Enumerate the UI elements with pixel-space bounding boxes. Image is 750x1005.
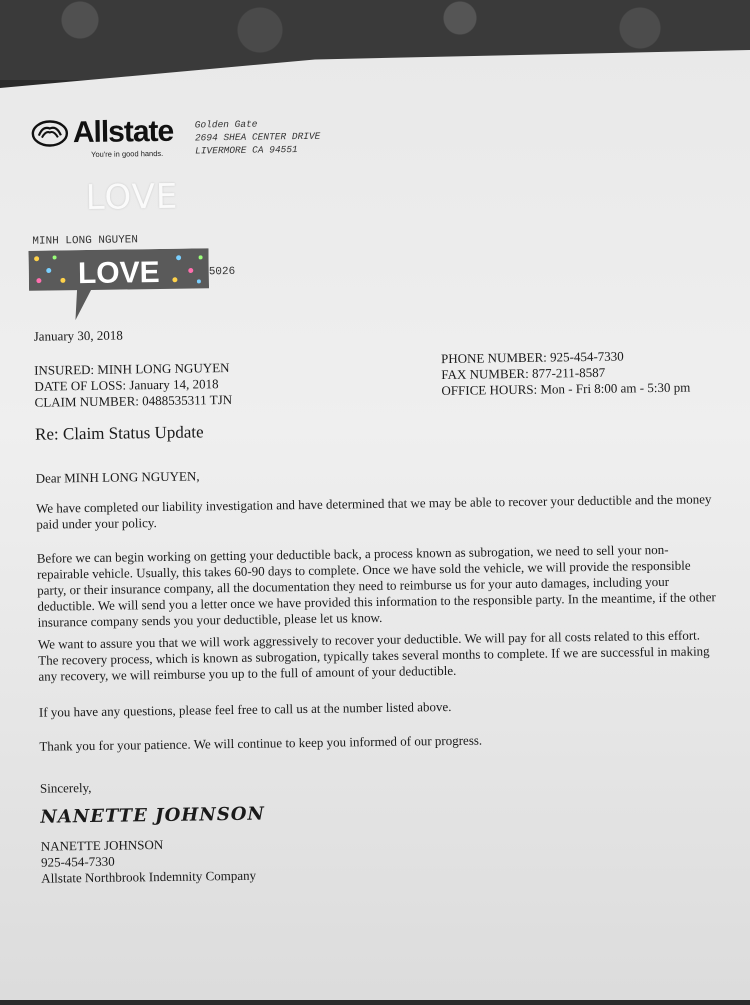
- office-city: LIVERMORE CA 94551: [195, 144, 298, 157]
- account-suffix: 5026: [208, 265, 236, 279]
- claim-number-line: CLAIM NUMBER: 0488535311 TJN: [34, 391, 233, 410]
- paragraph-4: If you have any questions, please feel free to call us at the number listed above.: [38, 698, 452, 720]
- brand-tagline: You're in good hands.: [91, 148, 164, 159]
- office-name: Golden Gate: [194, 118, 258, 131]
- insured-line: INSURED: MINH LONG NGUYEN: [34, 360, 230, 378]
- love-sticker: [28, 248, 209, 321]
- paragraph-2: Before we can begin working on getting your deductible back, a process known as subrogation, we need to sell your non-repairable vehicle. Usually, this takes 60-90 days to complete. Once we have sold the vehicle, we will provide the responsible party, or their insurance company, all the documentation they need to reimburse us for your auto damages, including your deductible. We will send you a letter once we have provided this information to the responsible party. In the meantime, if the other insurance company sends you your deductible, please let us know.: [36, 541, 716, 630]
- sticker-text: LOVE: [77, 255, 160, 291]
- allstate-logo: [31, 115, 174, 151]
- claim-info-right: [441, 348, 690, 399]
- handwritten-signature: NANETTE JOHNSON: [40, 803, 266, 828]
- date-of-loss-line: DATE OF LOSS: January 14, 2018: [34, 376, 219, 394]
- office-address: [195, 117, 321, 158]
- signer-company: Allstate Northbrook Indemnity Company: [41, 867, 257, 886]
- closing: Sincerely,: [39, 779, 92, 796]
- letter-date: January 30, 2018: [33, 327, 123, 344]
- subject-line: Re: Claim Status Update: [34, 422, 204, 444]
- recipient-name: MINH LONG NGUYEN: [32, 234, 139, 248]
- brand-name: Allstate: [72, 114, 174, 150]
- signature-block: [41, 836, 256, 887]
- office-street: 2694 SHEA CENTER DRIVE: [194, 130, 321, 144]
- office-hours-line: OFFICE HOURS: Mon - Fri 8:00 am - 5:30 pm: [441, 379, 691, 399]
- phone-line: PHONE NUMBER: 925-454-7330: [440, 348, 624, 367]
- signer-phone: 925-454-7330: [40, 853, 115, 870]
- salutation: Dear MINH LONG NGUYEN,: [35, 468, 200, 486]
- love-overlay-text: LOVE: [85, 176, 179, 219]
- good-hands-icon: [31, 119, 69, 148]
- paragraph-5: Thank you for your patience. We will continue to keep you informed of our progress.: [39, 732, 483, 754]
- claim-info-left: [34, 360, 232, 411]
- paragraph-3: We want to assure you that we will work aggressively to recover your deductible. We will pay for all costs related to this effort. The recovery process, which is known as subrogation, typically takes several months to complete. If we are successful in making any recovery, we will reimburse you up to the full of amount of your deductible.: [37, 627, 710, 684]
- fax-line: FAX NUMBER: 877-211-8587: [441, 364, 606, 383]
- paragraph-1: We have completed our liability investigation and have determined that we may be able to recover your deductible and the money paid under your policy.: [35, 491, 712, 532]
- signer-name: NANETTE JOHNSON: [40, 836, 164, 854]
